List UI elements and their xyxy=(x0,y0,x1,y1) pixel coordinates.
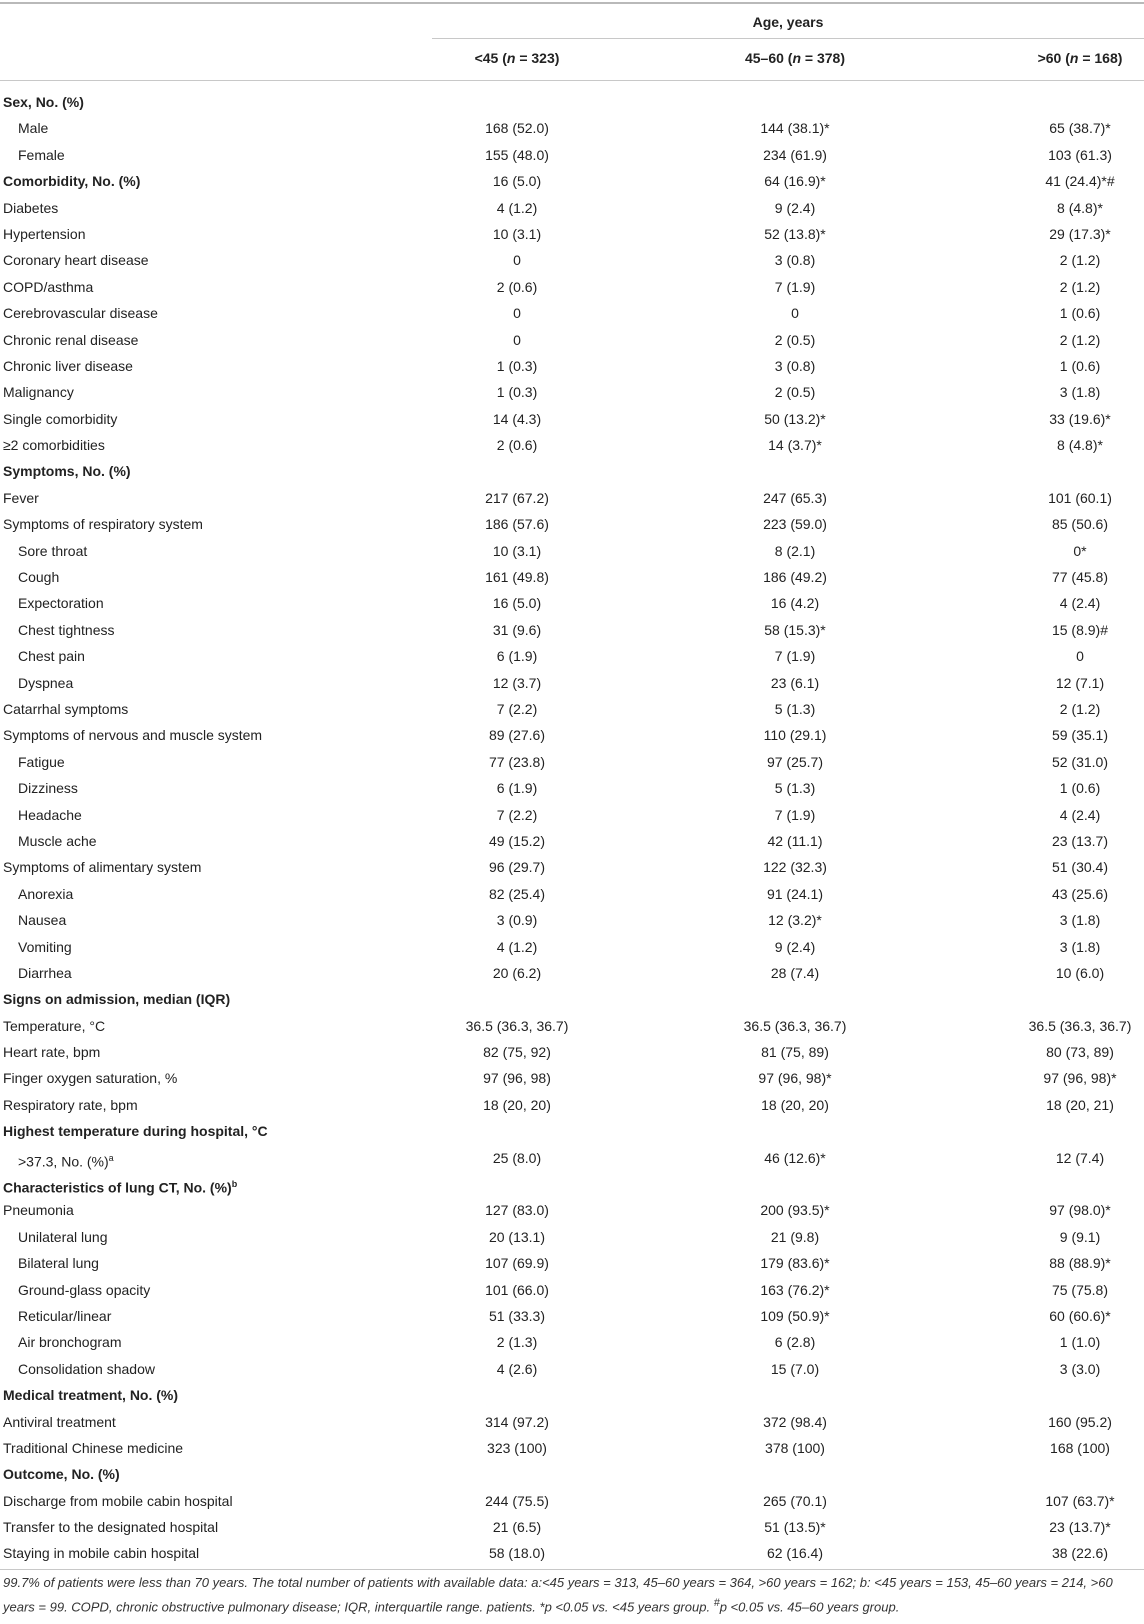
cell-over-60: 168 (100) xyxy=(1050,1439,1110,1456)
cell-over-60: 41 (24.4)*# xyxy=(1045,173,1115,190)
table-row xyxy=(0,1541,1144,1567)
cell-under-45: 20 (13.1) xyxy=(488,1228,546,1245)
cell-under-45: 101 (66.0) xyxy=(485,1281,549,1298)
top-rule xyxy=(0,2,1144,4)
cell-under-45: 20 (6.2) xyxy=(492,964,542,981)
table-row xyxy=(0,1515,1144,1541)
cell-45-60: 15 (7.0) xyxy=(770,1360,820,1377)
cell-over-60: 43 (25.6) xyxy=(1051,885,1109,902)
table-row xyxy=(0,407,1144,433)
table-row xyxy=(0,565,1144,591)
cell-over-60: 8 (4.8)* xyxy=(1057,437,1103,454)
section-header-row xyxy=(0,169,1144,195)
cell-45-60: 28 (7.4) xyxy=(770,964,820,981)
row-label: Malignancy xyxy=(3,384,74,401)
table-row xyxy=(0,829,1144,855)
cell-under-45: 161 (49.8) xyxy=(485,569,549,586)
cell-under-45: 1 (0.3) xyxy=(496,357,538,374)
cell-45-60: 265 (70.1) xyxy=(763,1492,827,1509)
cell-over-60: 65 (38.7)* xyxy=(1049,120,1111,137)
table-row xyxy=(0,1093,1144,1119)
row-label: Antiviral treatment xyxy=(3,1413,116,1430)
column-header-under-45: <45 (n = 323) xyxy=(474,50,560,66)
table-row xyxy=(0,248,1144,274)
row-label: Headache xyxy=(18,806,82,823)
cell-over-60: 4 (2.4) xyxy=(1059,595,1101,612)
cell-over-60: 160 (95.2) xyxy=(1048,1413,1112,1430)
table-row xyxy=(0,803,1144,829)
cell-45-60: 23 (6.1) xyxy=(770,674,820,691)
row-label: ≥2 comorbidities xyxy=(3,437,105,454)
cell-over-60: 1 (0.6) xyxy=(1059,780,1101,797)
row-label: Symptoms of alimentary system xyxy=(3,859,202,876)
row-label: >37.3, No. (%)$^a$ xyxy=(18,1152,114,1170)
cell-45-60: 0 xyxy=(791,305,799,322)
row-label: Bilateral lung xyxy=(18,1255,99,1272)
cell-over-60: 97 (96, 98)* xyxy=(1043,1070,1117,1087)
cell-45-60: 247 (65.3) xyxy=(763,489,827,506)
cell-under-45: 82 (25.4) xyxy=(488,885,546,902)
cell-over-60: 1 (0.6) xyxy=(1059,357,1101,374)
row-label: Sore throat xyxy=(18,542,88,559)
row-label: Chest pain xyxy=(18,648,85,665)
column-header-45-60: 45–60 (n = 378) xyxy=(744,50,846,66)
table-row xyxy=(0,275,1144,301)
cell-under-45: 217 (67.2) xyxy=(485,489,549,506)
table-row xyxy=(0,433,1144,459)
table-row xyxy=(0,723,1144,749)
cell-45-60: 16 (4.2) xyxy=(770,595,820,612)
section-header-row xyxy=(0,1119,1144,1145)
cell-45-60: 50 (13.2)* xyxy=(764,410,826,427)
cell-over-60: 103 (61.3) xyxy=(1048,146,1112,163)
table-row xyxy=(0,697,1144,723)
cell-under-45: 96 (29.7) xyxy=(488,859,546,876)
cell-over-60: 8 (4.8)* xyxy=(1057,199,1103,216)
table-row xyxy=(0,143,1144,169)
cell-over-60: 59 (35.1) xyxy=(1051,727,1109,744)
table-row xyxy=(0,116,1144,142)
cell-under-45: 7 (2.2) xyxy=(496,700,538,717)
cell-under-45: 16 (5.0) xyxy=(492,595,542,612)
cell-under-45: 2 (0.6) xyxy=(496,437,538,454)
cell-under-45: 314 (97.2) xyxy=(485,1413,549,1430)
cell-over-60: 23 (13.7) xyxy=(1051,832,1109,849)
row-label: Chronic liver disease xyxy=(3,357,133,374)
row-label: Consolidation shadow xyxy=(18,1360,155,1377)
cell-45-60: 36.5 (36.3, 36.7) xyxy=(743,1017,847,1034)
table-row xyxy=(0,196,1144,222)
cell-over-60: 9 (9.1) xyxy=(1059,1228,1101,1245)
row-label: Single comorbidity xyxy=(3,410,118,427)
cell-over-60: 80 (73, 89) xyxy=(1046,1044,1114,1061)
row-label: Transfer to the designated hospital xyxy=(3,1519,219,1536)
cell-over-60: 36.5 (36.3, 36.7) xyxy=(1028,1017,1132,1034)
row-label: Ground-glass opacity xyxy=(18,1281,151,1298)
cell-under-45: 49 (15.2) xyxy=(488,832,546,849)
cell-45-60: 5 (1.3) xyxy=(774,700,816,717)
table-row xyxy=(0,222,1144,248)
row-label: Coronary heart disease xyxy=(3,252,149,269)
cell-45-60: 7 (1.9) xyxy=(774,648,816,665)
cell-45-60: 6 (2.8) xyxy=(774,1334,816,1351)
table-row xyxy=(0,512,1144,538)
row-label: Nausea xyxy=(18,912,67,929)
age-group-header: Age, years xyxy=(752,14,824,30)
row-label: Symptoms of nervous and muscle system xyxy=(3,727,263,744)
table-row xyxy=(0,539,1144,565)
cell-45-60: 12 (3.2)* xyxy=(768,912,822,929)
cell-under-45: 10 (3.1) xyxy=(492,542,542,559)
cell-45-60: 46 (12.6)* xyxy=(764,1149,826,1166)
cell-45-60: 97 (25.7) xyxy=(766,753,824,770)
table-row xyxy=(0,380,1144,406)
cell-over-60: 23 (13.7)* xyxy=(1049,1519,1111,1536)
cell-over-60: 2 (1.2) xyxy=(1059,278,1101,295)
row-label: Respiratory rate, bpm xyxy=(3,1096,138,1113)
cell-45-60: 372 (98.4) xyxy=(763,1413,827,1430)
cell-under-45: 7 (2.2) xyxy=(496,806,538,823)
cell-under-45: 16 (5.0) xyxy=(492,173,542,190)
cell-under-45: 31 (9.6) xyxy=(492,621,542,638)
table-row xyxy=(0,908,1144,934)
cell-45-60: 52 (13.8)* xyxy=(764,225,826,242)
table-row xyxy=(0,1278,1144,1304)
cell-over-60: 12 (7.4) xyxy=(1055,1149,1105,1166)
row-label: Fatigue xyxy=(18,753,65,770)
cell-45-60: 91 (24.1) xyxy=(766,885,824,902)
cell-45-60: 223 (59.0) xyxy=(763,516,827,533)
cell-45-60: 122 (32.3) xyxy=(763,859,827,876)
cell-under-45: 0 xyxy=(513,252,521,269)
cell-45-60: 3 (0.8) xyxy=(774,357,816,374)
table-row xyxy=(0,671,1144,697)
cell-45-60: 9 (2.4) xyxy=(774,199,816,216)
cell-45-60: 3 (0.8) xyxy=(774,252,816,269)
cell-over-60: 107 (63.7)* xyxy=(1045,1492,1115,1509)
cell-under-45: 51 (33.3) xyxy=(488,1307,546,1324)
cell-45-60: 2 (0.5) xyxy=(774,331,816,348)
cell-over-60: 85 (50.6) xyxy=(1051,516,1109,533)
table-row xyxy=(0,354,1144,380)
cell-over-60: 1 (1.0) xyxy=(1059,1334,1101,1351)
section-header-row xyxy=(0,90,1144,116)
row-label: COPD/asthma xyxy=(3,278,94,295)
cell-over-60: 18 (20, 21) xyxy=(1046,1096,1114,1113)
cell-45-60: 179 (83.6)* xyxy=(760,1255,830,1272)
table-row xyxy=(0,750,1144,776)
cell-under-45: 77 (23.8) xyxy=(488,753,546,770)
cell-45-60: 7 (1.9) xyxy=(774,806,816,823)
cell-45-60: 163 (76.2)* xyxy=(760,1281,830,1298)
cell-over-60: 15 (8.9)# xyxy=(1051,621,1109,638)
row-label: Characteristics of lung CT, No. (%)$^b$ xyxy=(3,1179,238,1196)
row-label: Staying in mobile cabin hospital xyxy=(3,1545,200,1562)
table-row xyxy=(0,644,1144,670)
cell-45-60: 200 (93.5)* xyxy=(760,1202,830,1219)
table-row xyxy=(0,591,1144,617)
cell-over-60: 33 (19.6)* xyxy=(1049,410,1111,427)
cell-under-45: 4 (2.6) xyxy=(496,1360,538,1377)
row-label: Cough xyxy=(18,569,60,586)
table-row xyxy=(0,1251,1144,1277)
cell-45-60: 97 (96, 98)* xyxy=(758,1070,832,1087)
row-label: Female xyxy=(18,146,65,163)
table-row xyxy=(0,301,1144,327)
section-header-row xyxy=(0,1462,1144,1488)
cell-over-60: 2 (1.2) xyxy=(1059,252,1101,269)
cell-under-45: 12 (3.7) xyxy=(492,674,542,691)
header-bottom-rule xyxy=(0,80,1144,81)
cell-over-60: 29 (17.3)* xyxy=(1049,225,1111,242)
row-label: Signs on admission, median (IQR) xyxy=(3,991,231,1008)
table-row xyxy=(0,1066,1144,1092)
cell-45-60: 110 (29.1) xyxy=(763,727,827,744)
cell-under-45: 107 (69.9) xyxy=(485,1255,549,1272)
cell-45-60: 58 (15.3)* xyxy=(764,621,826,638)
cell-under-45: 6 (1.9) xyxy=(496,780,538,797)
cell-over-60: 88 (88.9)* xyxy=(1049,1255,1111,1272)
cell-over-60: 3 (1.8) xyxy=(1059,938,1101,955)
table-row xyxy=(0,855,1144,881)
cell-under-45: 1 (0.3) xyxy=(496,384,538,401)
row-label: Highest temperature during hospital, °C xyxy=(3,1123,268,1140)
row-label: Symptoms, No. (%) xyxy=(3,463,131,480)
header-divider xyxy=(432,38,1144,39)
cell-45-60: 2 (0.5) xyxy=(774,384,816,401)
table-row xyxy=(0,882,1144,908)
cell-45-60: 7 (1.9) xyxy=(774,278,816,295)
cell-under-45: 36.5 (36.3, 36.7) xyxy=(465,1017,569,1034)
cell-under-45: 0 xyxy=(513,331,521,348)
table-row xyxy=(0,935,1144,961)
cell-45-60: 8 (2.1) xyxy=(774,542,816,559)
cell-45-60: 144 (38.1)* xyxy=(760,120,830,137)
row-label: Symptoms of respiratory system xyxy=(3,516,203,533)
row-label: Finger oxygen saturation, % xyxy=(3,1070,178,1087)
cell-45-60: 51 (13.5)* xyxy=(764,1519,826,1536)
cell-45-60: 5 (1.3) xyxy=(774,780,816,797)
cell-over-60: 101 (60.1) xyxy=(1048,489,1112,506)
row-label: Air bronchogram xyxy=(18,1334,122,1351)
row-label: Diarrhea xyxy=(18,964,72,981)
row-label: Dizziness xyxy=(18,780,78,797)
cell-under-45: 4 (1.2) xyxy=(496,938,538,955)
table-row xyxy=(0,776,1144,802)
cell-over-60: 0 xyxy=(1076,648,1084,665)
table-row xyxy=(0,486,1144,512)
row-label: Comorbidity, No. (%) xyxy=(3,173,141,190)
table-row xyxy=(0,1040,1144,1066)
cell-45-60: 186 (49.2) xyxy=(763,569,827,586)
row-label: Pneumonia xyxy=(3,1202,74,1219)
cell-45-60: 14 (3.7)* xyxy=(768,437,822,454)
table-row xyxy=(0,1330,1144,1356)
cell-under-45: 97 (96, 98) xyxy=(483,1070,551,1087)
row-label: Traditional Chinese medicine xyxy=(3,1439,184,1456)
cell-under-45: 21 (6.5) xyxy=(492,1519,542,1536)
table-row xyxy=(0,1198,1144,1224)
cell-under-45: 10 (3.1) xyxy=(492,225,542,242)
cell-under-45: 3 (0.9) xyxy=(496,912,538,929)
cell-under-45: 127 (83.0) xyxy=(485,1202,549,1219)
section-header-row xyxy=(0,459,1144,485)
cell-over-60: 52 (31.0) xyxy=(1051,753,1109,770)
cell-over-60: 4 (2.4) xyxy=(1059,806,1101,823)
row-label: Diabetes xyxy=(3,199,59,216)
cell-over-60: 60 (60.6)* xyxy=(1049,1307,1111,1324)
table-row xyxy=(0,1489,1144,1515)
cell-under-45: 6 (1.9) xyxy=(496,648,538,665)
cell-under-45: 2 (0.6) xyxy=(496,278,538,295)
section-header-row xyxy=(0,987,1144,1013)
column-header-over-60: >60 (n = 168) xyxy=(1037,50,1123,66)
row-label: Reticular/linear xyxy=(18,1307,112,1324)
cell-over-60: 75 (75.8) xyxy=(1051,1281,1109,1298)
cell-over-60: 10 (6.0) xyxy=(1055,964,1105,981)
cell-45-60: 62 (16.4) xyxy=(766,1545,824,1562)
row-label: Sex, No. (%) xyxy=(3,94,84,110)
table-row xyxy=(0,1225,1144,1251)
cell-under-45: 18 (20, 20) xyxy=(483,1096,551,1113)
row-label: Heart rate, bpm xyxy=(3,1044,101,1061)
cell-under-45: 89 (27.6) xyxy=(488,727,546,744)
cell-45-60: 234 (61.9) xyxy=(763,146,827,163)
row-label: Chest tightness xyxy=(18,621,115,638)
row-label: Muscle ache xyxy=(18,832,97,849)
cell-under-45: 244 (75.5) xyxy=(485,1492,549,1509)
row-label: Medical treatment, No. (%) xyxy=(3,1387,179,1404)
bottom-rule xyxy=(0,1569,1144,1570)
row-label: Discharge from mobile cabin hospital xyxy=(3,1492,233,1509)
section-header-row xyxy=(0,1172,1144,1198)
cell-under-45: 2 (1.3) xyxy=(496,1334,538,1351)
cell-under-45: 4 (1.2) xyxy=(496,199,538,216)
row-label: Fever xyxy=(3,489,39,506)
cell-45-60: 109 (50.9)* xyxy=(760,1307,830,1324)
row-label: Outcome, No. (%) xyxy=(3,1466,120,1483)
cell-over-60: 97 (98.0)* xyxy=(1049,1202,1111,1219)
cell-over-60: 3 (1.8) xyxy=(1059,384,1101,401)
cell-under-45: 14 (4.3) xyxy=(492,410,542,427)
table-row xyxy=(0,1304,1144,1330)
cell-under-45: 58 (18.0) xyxy=(488,1545,546,1562)
row-label: Dyspnea xyxy=(18,674,74,691)
table-footnote: 99.7% of patients were less than 70 years. The total number of patients with available data: a:<45 years = 313, 45–60 years = 364, >60 years = 162; b: <45 years = 153, 45–60 years = 214, >60 years = 99. COPD, chronic obstructive pulmonary disease; IQR, interquartile range. patients. *p <0.05 vs. <45 years group. #p <0.05 vs. 45–60 years group. xyxy=(3,1575,1113,1615)
row-label: Chronic renal disease xyxy=(3,331,139,348)
cell-45-60: 81 (75, 89) xyxy=(761,1044,829,1061)
section-header-row xyxy=(0,1383,1144,1409)
table-row xyxy=(0,1410,1144,1436)
cell-over-60: 77 (45.8) xyxy=(1051,569,1109,586)
row-label: Cerebrovascular disease xyxy=(3,305,158,322)
row-label: Temperature, °C xyxy=(3,1017,106,1034)
row-label: Expectoration xyxy=(18,595,104,612)
table-row xyxy=(0,618,1144,644)
cell-over-60: 2 (1.2) xyxy=(1059,700,1101,717)
table-row xyxy=(0,1014,1144,1040)
row-label: Anorexia xyxy=(18,885,74,902)
table-row xyxy=(0,1357,1144,1383)
cell-over-60: 2 (1.2) xyxy=(1059,331,1101,348)
cell-45-60: 64 (16.9)* xyxy=(764,173,826,190)
cell-over-60: 51 (30.4) xyxy=(1051,859,1109,876)
cell-over-60: 1 (0.6) xyxy=(1059,305,1101,322)
cell-over-60: 3 (1.8) xyxy=(1059,912,1101,929)
cell-under-45: 0 xyxy=(513,305,521,322)
table-row xyxy=(0,1436,1144,1462)
cell-45-60: 42 (11.1) xyxy=(767,832,823,849)
table-row xyxy=(0,328,1144,354)
cell-over-60: 3 (3.0) xyxy=(1059,1360,1101,1377)
cell-under-45: 82 (75, 92) xyxy=(483,1044,551,1061)
table-body xyxy=(0,90,1144,1568)
cell-under-45: 168 (52.0) xyxy=(485,120,549,137)
table-row xyxy=(0,961,1144,987)
cell-45-60: 9 (2.4) xyxy=(774,938,816,955)
cell-45-60: 21 (9.8) xyxy=(770,1228,820,1245)
table-row xyxy=(0,1146,1144,1172)
row-label: Male xyxy=(18,120,49,137)
cell-45-60: 18 (20, 20) xyxy=(761,1096,829,1113)
cell-under-45: 25 (8.0) xyxy=(492,1149,542,1166)
row-label: Vomiting xyxy=(18,938,72,955)
cell-under-45: 186 (57.6) xyxy=(485,516,549,533)
cell-over-60: 12 (7.1) xyxy=(1055,674,1105,691)
cell-over-60: 38 (22.6) xyxy=(1051,1545,1109,1562)
cell-under-45: 323 (100) xyxy=(487,1439,547,1456)
cell-45-60: 378 (100) xyxy=(765,1439,825,1456)
cell-under-45: 155 (48.0) xyxy=(485,146,549,163)
row-label: Hypertension xyxy=(3,225,86,242)
row-label: Unilateral lung xyxy=(18,1228,108,1245)
row-label: Catarrhal symptoms xyxy=(3,700,129,717)
cell-over-60: 0* xyxy=(1073,542,1087,559)
